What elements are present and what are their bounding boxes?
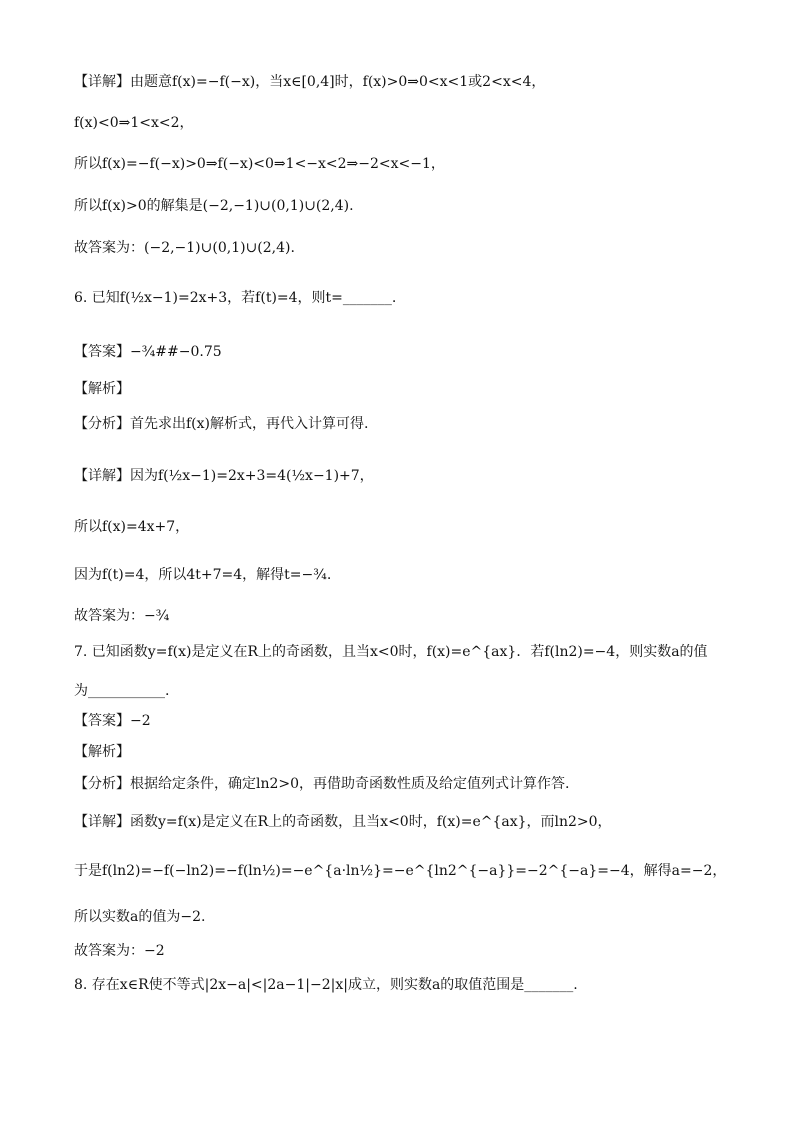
text-line-4: 所以f(x)>0的解集是(−2,−1)∪(0,1)∪(2,4).: [74, 198, 354, 214]
question-8: 8. 存在x∈R使不等式|2x−a|<|2a−1|−2|x|成立，则实数a的取值范围是_______.: [74, 977, 578, 993]
analysis-6: 【分析】首先求出f(x)解析式，再代入计算可得.: [74, 416, 369, 432]
detail-6-line-3: 因为f(t)=4，所以4t+7=4，解得t=−¾.: [74, 567, 332, 583]
detail-7-line-1: 【详解】函数y=f(x)是定义在R上的奇函数，且当x<0时，f(x)=e^{ax}，而ln2>0，: [74, 814, 612, 830]
question-6: 6. 已知f(½x−1)=2x+3，若f(t)=4，则t=_______.: [74, 290, 397, 306]
detail-6-line-1: 【详解】因为f(½x−1)=2x+3=4(½x−1)+7，: [74, 468, 374, 484]
final-answer-7: 故答案为：−2: [74, 943, 165, 959]
text-line-1: 【详解】由题意f(x)=−f(−x)，当x∈[0,4]时，f(x)>0⇒0<x<1或2<x<4，: [74, 74, 546, 90]
analysis-heading-6: 【解析】: [74, 381, 130, 397]
detail-7-line-3: 所以实数a的值为−2.: [74, 909, 206, 925]
detail-6-line-2: 所以f(x)=4x+7，: [74, 519, 190, 535]
question-7-line-1: 7. 已知函数y=f(x)是定义在R上的奇函数，且当x<0时，f(x)=e^{ax}．若f(ln2)=−4，则实数a的值: [74, 644, 708, 660]
analysis-heading-7: 【解析】: [74, 744, 130, 760]
text-line-5: 故答案为：(−2,−1)∪(0,1)∪(2,4).: [74, 240, 295, 256]
detail-7-line-2: 于是f(ln2)=−f(−ln2)=−f(ln½)=−e^{a·ln½}=−e^{ln2^{−a}}=−2^{−a}=−4，解得a=−2，: [74, 863, 727, 879]
question-7-line-2: 为___________.: [74, 683, 170, 699]
text-line-2: f(x)<0⇒1<x<2，: [74, 115, 194, 131]
final-answer-6: 故答案为：−¾: [74, 608, 170, 624]
analysis-7: 【分析】根据给定条件，确定ln2>0，再借助奇函数性质及给定值列式计算作答.: [74, 776, 570, 792]
text-line-3: 所以f(x)=−f(−x)>0⇒f(−x)<0⇒1<−x<2⇒−2<x<−1，: [74, 156, 445, 172]
answer-6: 【答案】−¾##−0.75: [74, 344, 222, 360]
answer-7: 【答案】−2: [74, 713, 151, 729]
